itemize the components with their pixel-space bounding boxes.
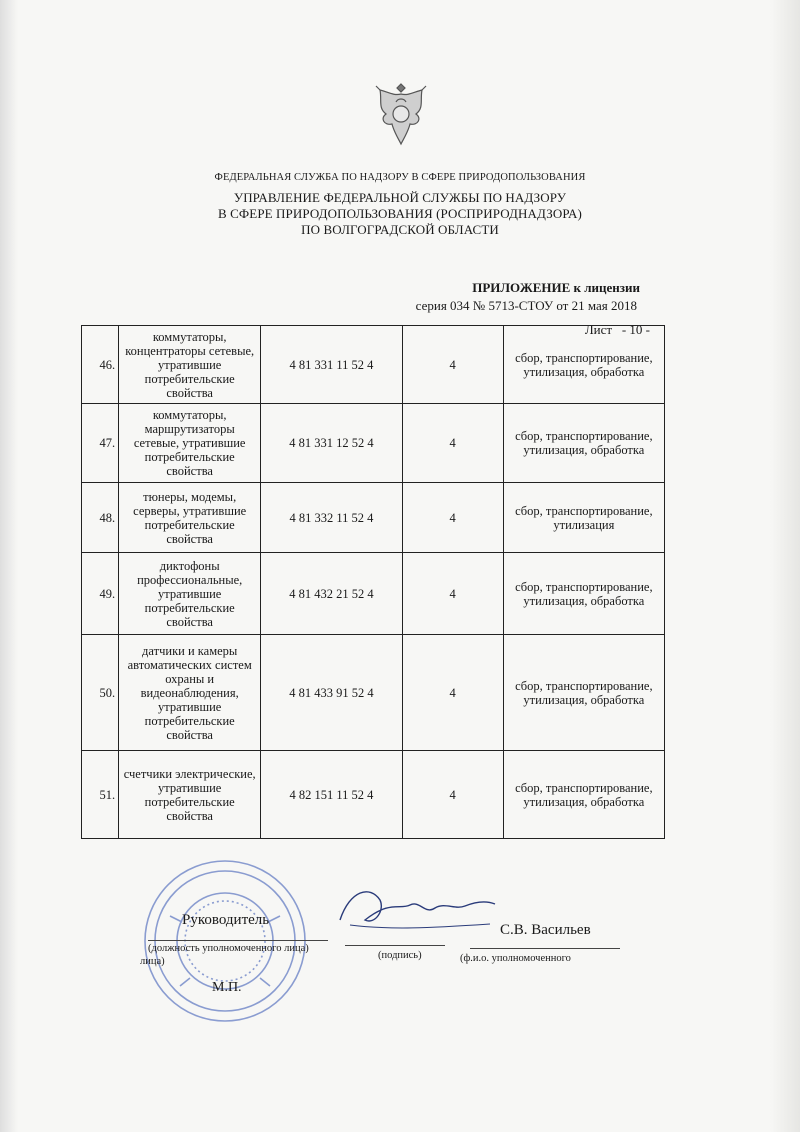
activity-types: сбор, транспортирование, утилизация, обработка bbox=[503, 553, 664, 635]
waste-name: коммутаторы, маршрутизаторы сетевые, утратившие потребительские свойства bbox=[119, 404, 261, 483]
activity-types: сбор, транспортирование, утилизация, обработка bbox=[503, 751, 664, 839]
seal-placeholder-label: М.П. bbox=[212, 980, 242, 995]
waste-name: диктофоны профессиональные, утратившие потребительские свойства bbox=[119, 553, 261, 635]
official-seal-icon bbox=[140, 856, 310, 1026]
table-row bbox=[82, 404, 665, 483]
annex-title: ПРИЛОЖЕНИЕ к лицензии bbox=[472, 280, 640, 295]
table-row bbox=[82, 553, 665, 635]
administration-line-3: ПО ВОЛГОГРАДСКОЙ ОБЛАСТИ bbox=[301, 222, 499, 237]
signatory-position: Руководитель bbox=[182, 912, 270, 928]
table-row bbox=[82, 635, 665, 751]
fkko-code: 4 81 332 11 52 4 bbox=[261, 483, 402, 553]
activity-types: сбор, транспортирование, утилизация bbox=[503, 483, 664, 553]
handwritten-signature-icon bbox=[330, 880, 500, 940]
caption-fio: (ф.и.о. уполномоченного bbox=[460, 953, 571, 964]
waste-name: счетчики электрические, утратившие потребительские свойства bbox=[119, 751, 261, 839]
sheet-number: Лист - 10 - bbox=[584, 322, 650, 337]
hazard-class: 4 bbox=[402, 483, 503, 553]
activity-types: сбор, транспортирование, утилизация, обработка bbox=[503, 635, 664, 751]
caption-position-cont: лица) bbox=[140, 956, 165, 967]
fkko-code: 4 81 432 21 52 4 bbox=[261, 553, 402, 635]
table-row bbox=[82, 483, 665, 553]
waste-table bbox=[81, 325, 665, 839]
fkko-code: 4 82 151 11 52 4 bbox=[261, 751, 402, 839]
row-number: 49. bbox=[82, 553, 119, 635]
service-name: ФЕДЕРАЛЬНАЯ СЛУЖБА ПО НАДЗОРУ В СФЕРЕ ПРИРОДОПОЛЬЗОВАНИЯ bbox=[214, 172, 586, 183]
administration-line-2: В СФЕРЕ ПРИРОДОПОЛЬЗОВАНИЯ (РОСПРИРОДНАДЗОРА) bbox=[218, 206, 582, 221]
waste-name: датчики и камеры автоматических систем охраны и видеонаблюдения, утратившие потребительские свойства bbox=[119, 635, 261, 751]
hazard-class: 4 bbox=[402, 404, 503, 483]
table-row bbox=[82, 326, 665, 404]
hazard-class: 4 bbox=[402, 326, 503, 404]
row-number: 47. bbox=[82, 404, 119, 483]
activity-types: сбор, транспортирование, утилизация, обработка bbox=[503, 404, 664, 483]
fkko-code: 4 81 433 91 52 4 bbox=[261, 635, 402, 751]
scan-right-edge bbox=[770, 0, 800, 1132]
row-number: 48. bbox=[82, 483, 119, 553]
hazard-class: 4 bbox=[402, 751, 503, 839]
administration-line-1: УПРАВЛЕНИЕ ФЕДЕРАЛЬНОЙ СЛУЖБЫ ПО НАДЗОРУ bbox=[233, 190, 567, 205]
caption-signature: (подпись) bbox=[378, 950, 422, 961]
fkko-code: 4 81 331 11 52 4 bbox=[261, 326, 402, 404]
row-number: 50. bbox=[82, 635, 119, 751]
row-number: 46. bbox=[82, 326, 119, 404]
hazard-class: 4 bbox=[402, 635, 503, 751]
caption-position: (должность уполномоченного лица) bbox=[148, 943, 309, 954]
signatory-name: С.В. Васильев bbox=[500, 922, 591, 938]
scan-left-edge bbox=[0, 0, 18, 1132]
signature-underline bbox=[345, 945, 445, 946]
position-underline bbox=[148, 940, 328, 941]
row-number: 51. bbox=[82, 751, 119, 839]
administration-name bbox=[0, 190, 800, 238]
waste-name: тюнеры, модемы, серверы, утратившие потребительские свойства bbox=[119, 483, 261, 553]
hazard-class: 4 bbox=[402, 553, 503, 635]
activity-types: сбор, транспортирование, утилизация, обработка bbox=[503, 326, 664, 404]
waste-name: коммутаторы, концентраторы сетевые, утратившие потребительские свойства bbox=[119, 326, 261, 404]
license-series: серия 034 № 5713-СТОУ от 21 мая 2018 bbox=[415, 298, 637, 313]
fkko-code: 4 81 331 12 52 4 bbox=[261, 404, 402, 483]
fio-underline bbox=[470, 948, 620, 949]
table-row bbox=[82, 751, 665, 839]
coat-of-arms-icon bbox=[366, 78, 436, 150]
